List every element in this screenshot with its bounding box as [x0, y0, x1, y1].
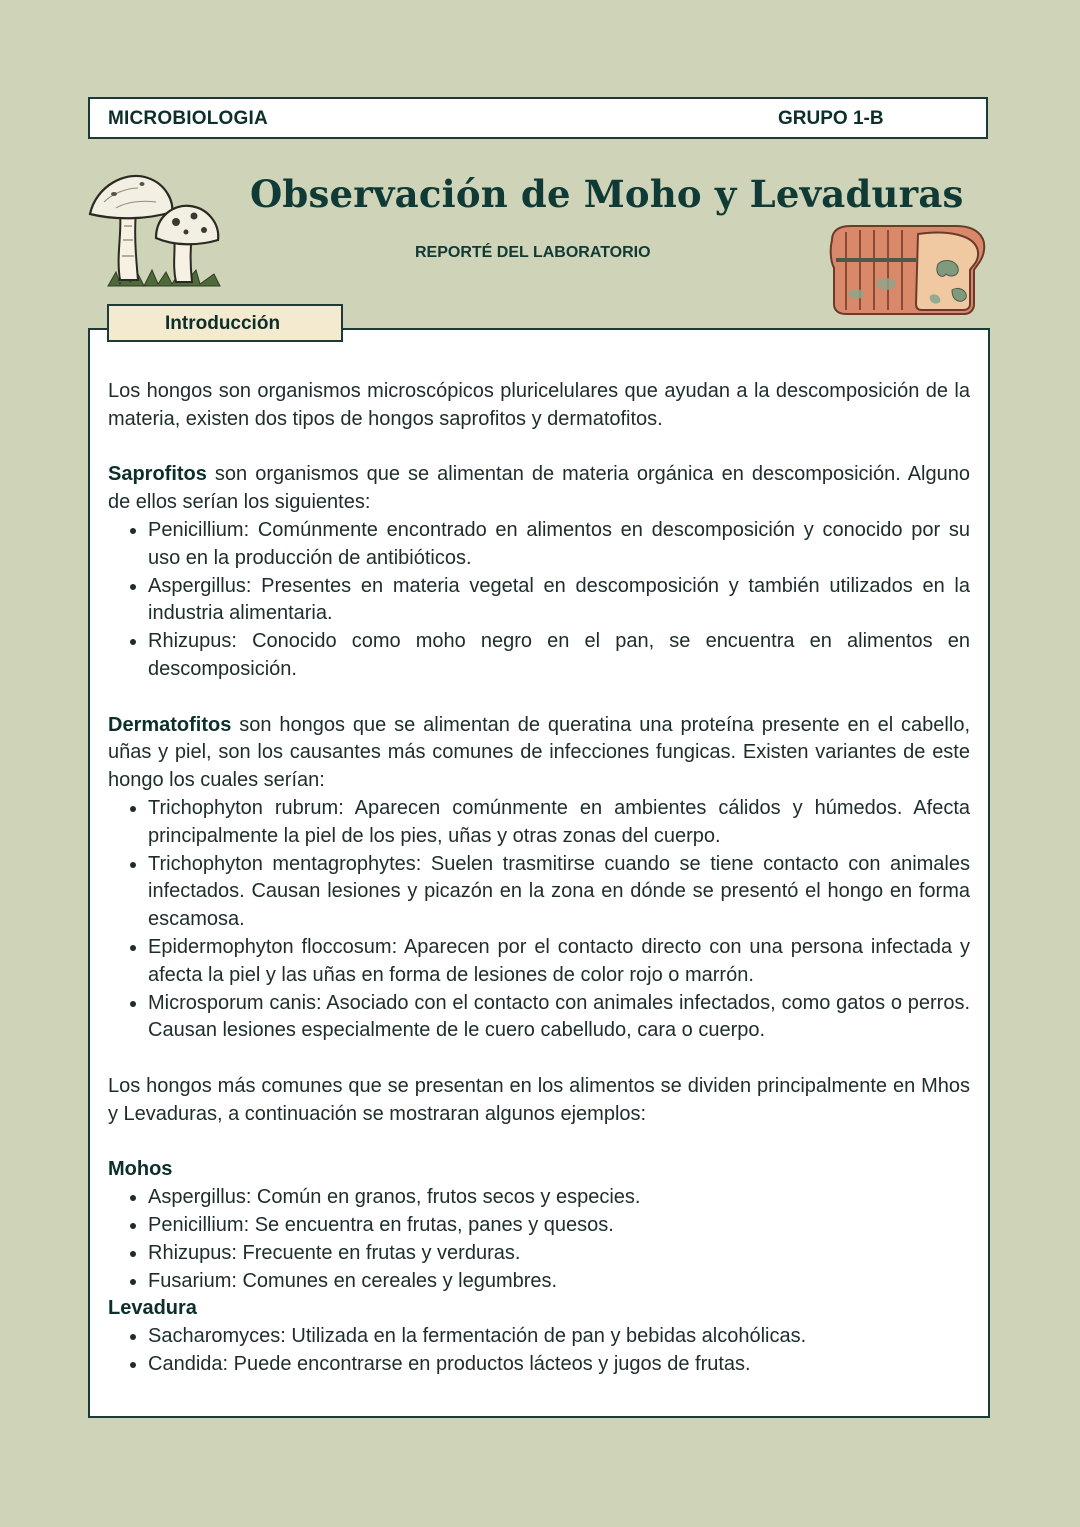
list-item: • Aspergillus: Común en granos, frutos secos y especies.	[148, 1184, 970, 1212]
dermatofitos-list	[108, 795, 970, 1045]
list-item: • Sacharomyces: Utilizada en la fermentación de pan y bebidas alcohólicas.	[148, 1323, 970, 1351]
saprofitos-paragraph	[108, 461, 970, 517]
list-item: • Epidermophyton floccosum: Aparecen por el contacto directo con una persona infectada y afecta la piel y las uñas en forma de lesiones de color rojo o marrón.	[148, 934, 970, 990]
list-item: • Microsporum canis: Asociado con el contacto con animales infectados, como gatos o perros. Causan lesiones especialmente de le cuero cabelludo, cara o cuerpo.	[148, 990, 970, 1046]
group-label: GRUPO 1-B	[778, 108, 884, 129]
list-item: • Penicillium: Comúnmente encontrado en alimentos en descomposición y conocido por su uso en la producción de antibióticos.	[148, 517, 970, 573]
list-item: • Fusarium: Comunes en cereales y legumbres.	[148, 1268, 970, 1296]
moldy-bread-illustration-icon	[826, 220, 988, 320]
section-tab-label: Introducción	[165, 313, 281, 334]
levadura-heading: Levadura	[108, 1297, 197, 1320]
content-box	[88, 328, 990, 1418]
list-item: • Aspergillus: Presentes en materia vegetal en descomposición y también utilizados en la industria alimentaria.	[148, 573, 970, 629]
page-title: Observación de Moho y Levaduras	[250, 172, 964, 216]
list-item: • Rhizupus: Conocido como moho negro en el pan, se encuentra en alimentos en descomposición.	[148, 628, 970, 684]
header-bar	[88, 97, 988, 139]
list-item: • Rhizupus: Frecuente en frutas y verduras.	[148, 1240, 970, 1268]
saprofitos-text: son organismos que se alimentan de materia orgánica en descomposición. Alguno de ellos serían los siguientes:	[108, 463, 970, 514]
intro-paragraph: Los hongos son organismos microscópicos pluricelulares que ayudan a la descomposición de la materia, existen dos tipos de hongos saprofitos y dermatofitos.	[108, 380, 970, 430]
report-body	[108, 378, 970, 1379]
page-subtitle: REPORTÉ DEL LABORATORIO	[415, 244, 651, 261]
levadura-list	[108, 1323, 970, 1379]
list-item: • Candida: Puede encontrarse en productos lácteos y jugos de frutas.	[148, 1351, 970, 1379]
saprofitos-term: Saprofitos	[108, 463, 207, 486]
foods-paragraph: Los hongos más comunes que se presentan en los alimentos se dividen principalmente en Mhos y Levaduras, a continuación se mostraran algunos ejemplos:	[108, 1074, 970, 1125]
section-tab-introduccion	[107, 304, 343, 342]
dermatofitos-text: son hongos que se alimentan de queratina una proteína presente en el cabello, uñas y piel, son los causantes más comunes de infecciones fungicas. Existen variantes de este hongo los cuales serían:	[108, 713, 970, 792]
list-item: • Penicillium: Se encuentra en frutas, panes y quesos.	[148, 1212, 970, 1240]
dermatofitos-term: Dermatofitos	[108, 713, 232, 736]
list-item: • Trichophyton mentagrophytes: Suelen trasmitirse cuando se tiene contacto con animales infectados. Causan lesiones y picazón en la zona en dónde se presentó el hongo en forma escamosa.	[148, 851, 970, 934]
subject-label: MICROBIOLOGIA	[108, 108, 268, 129]
mushroom-illustration-icon	[86, 164, 226, 294]
list-item: • Trichophyton rubrum: Aparecen comúnmente en ambientes cálidos y húmedos. Afecta principalmente la piel de los pies, uñas y otras zonas del cuerpo.	[148, 795, 970, 851]
mohos-heading: Mohos	[108, 1158, 173, 1181]
mohos-list	[108, 1184, 970, 1295]
dermatofitos-paragraph	[108, 712, 970, 795]
saprofitos-list	[108, 517, 970, 684]
